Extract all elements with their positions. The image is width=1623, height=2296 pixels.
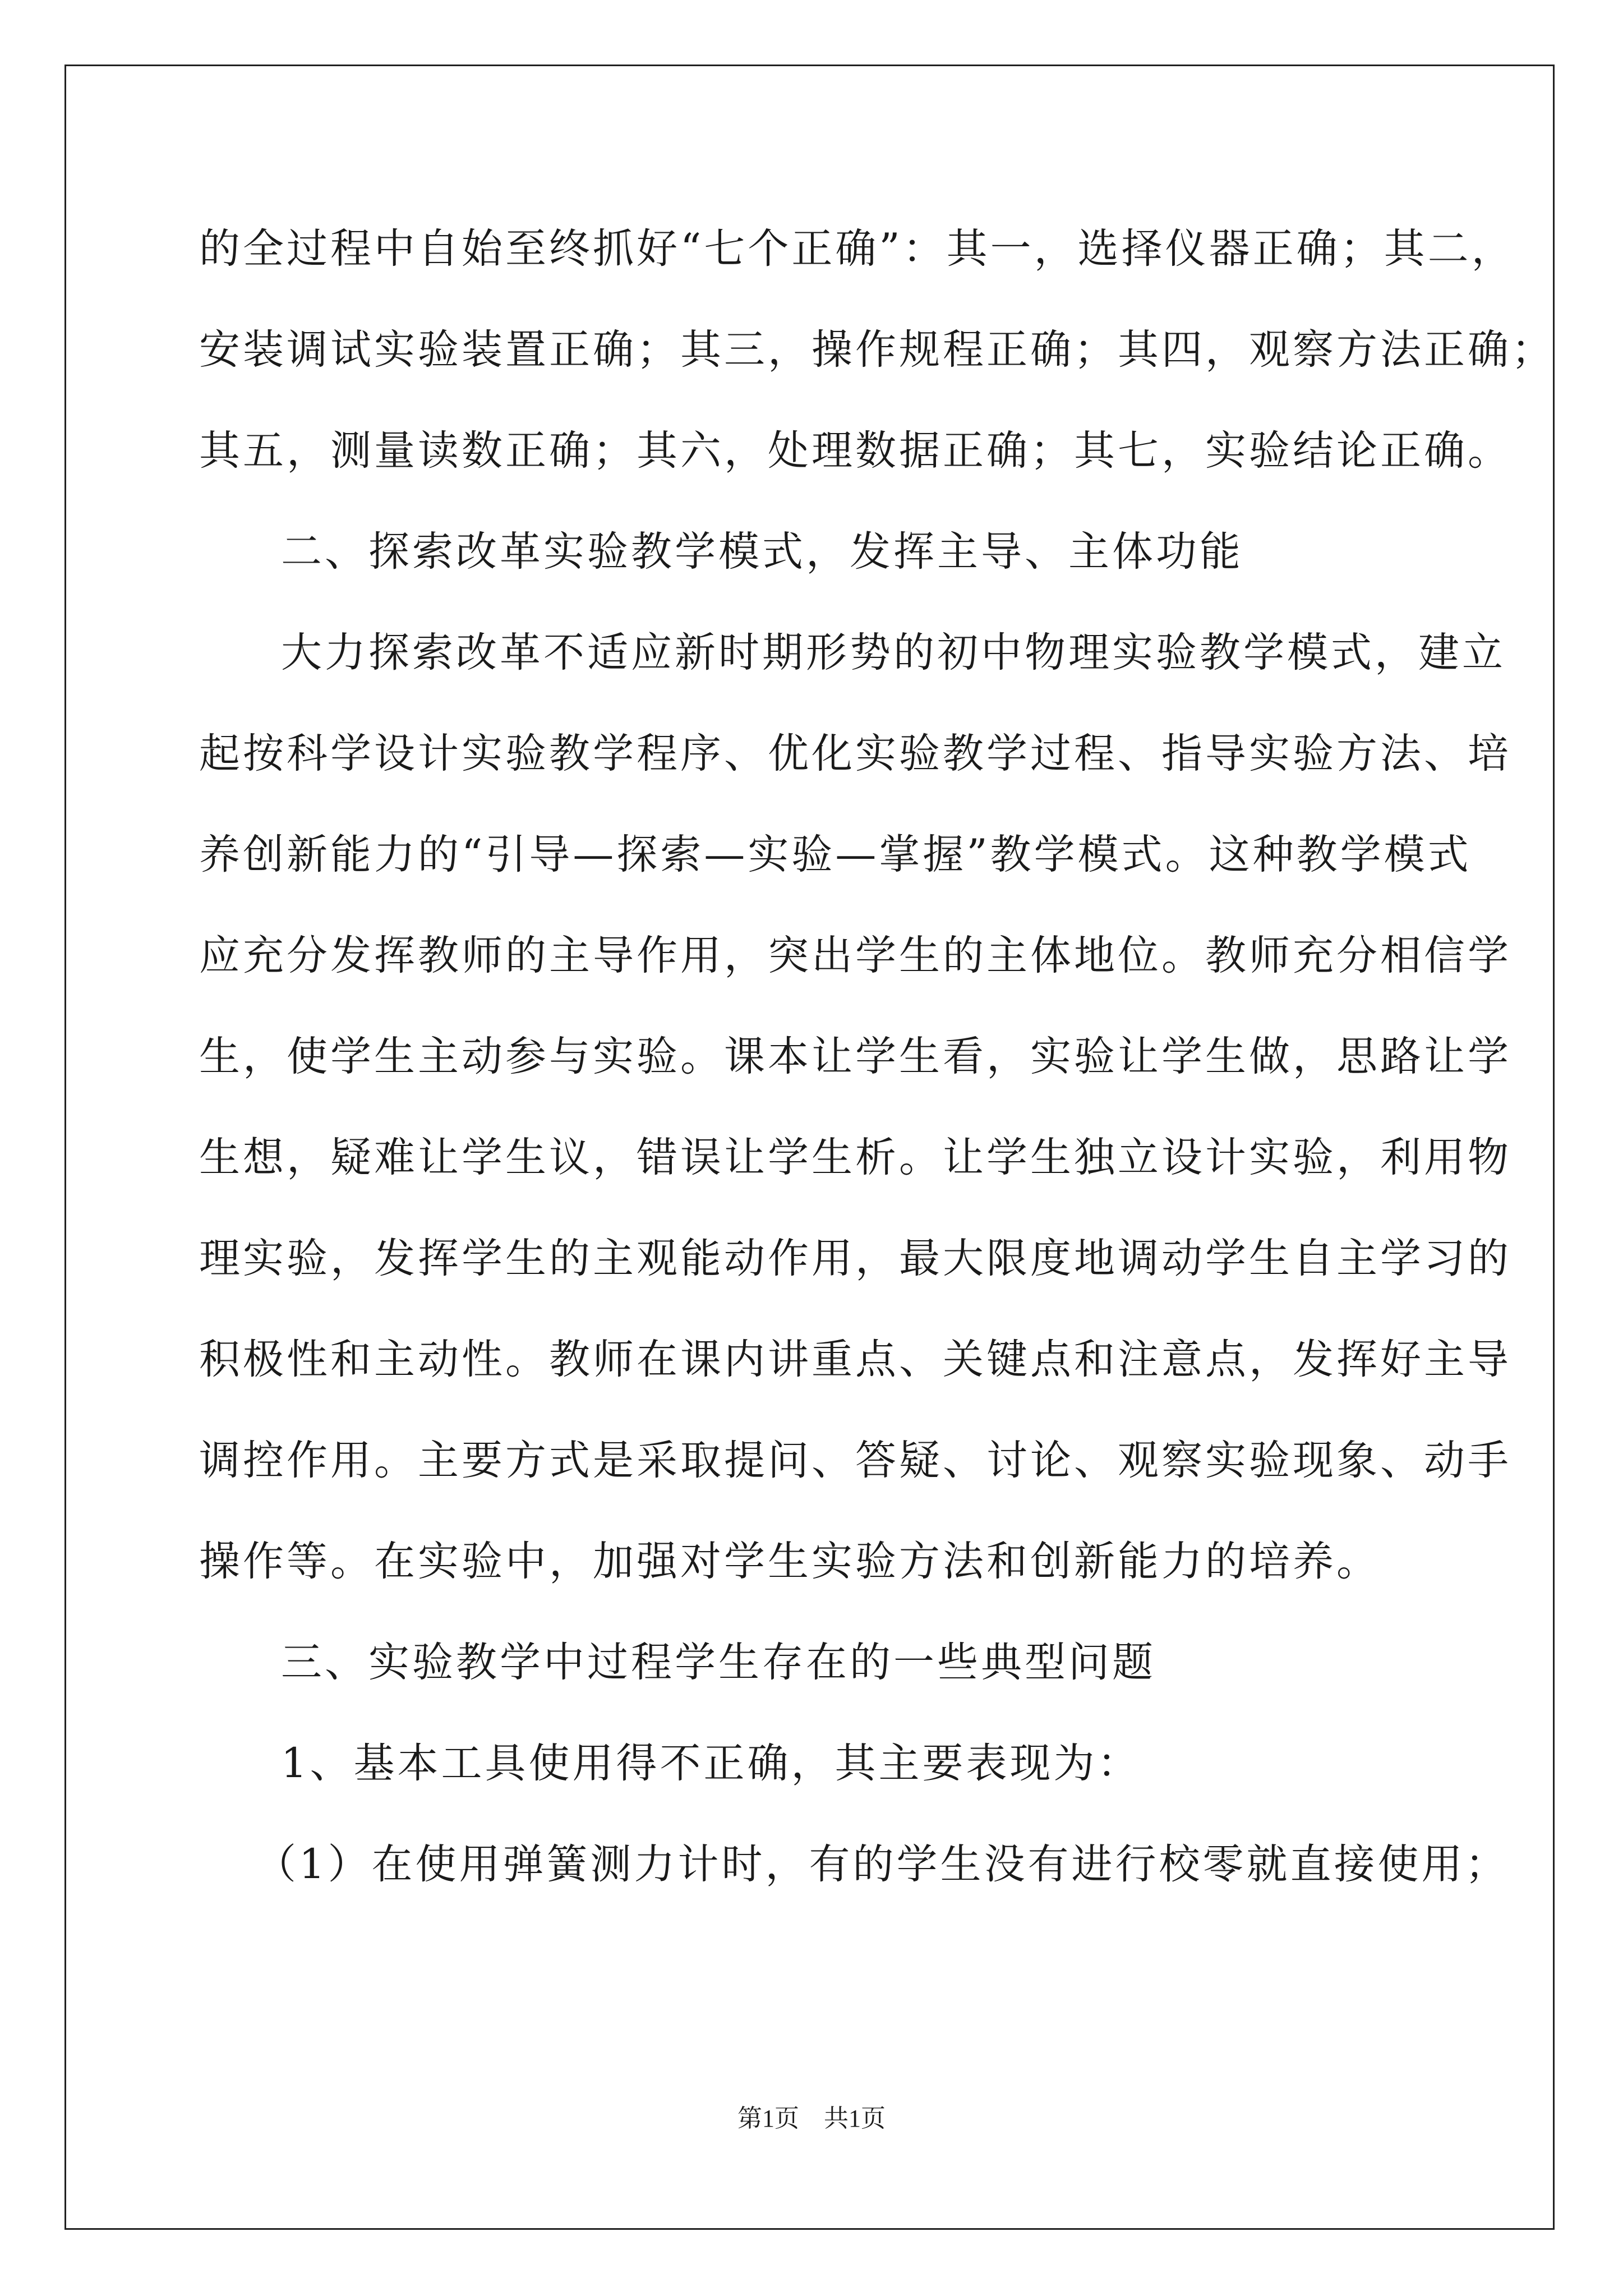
text-line: 起按科学设计实验教学程序、优化实验教学过程、指导实验方法、培 — [199, 730, 1511, 777]
text-line: 的全过程中自始至终抓好“七个正确”：其一，选择仪器正确；其二， — [199, 225, 1515, 273]
text-line: 调控作用。主要方式是采取提问、答疑、讨论、观察实验现象、动手 — [199, 1437, 1511, 1484]
text-line: 大力探索改革不适应新时期形势的初中物理实验教学模式，建立 — [281, 629, 1506, 677]
text-line: 应充分发挥教师的主导作用，突出学生的主体地位。教师充分相信学 — [199, 932, 1511, 979]
text-line: 生想，疑难让学生议，错误让学生析。让学生独立设计实验，利用物 — [199, 1134, 1511, 1181]
text-line: 积极性和主动性。教师在课内讲重点、关键点和注意点，发挥好主导 — [199, 1336, 1511, 1383]
section-heading: 三、实验教学中过程学生存在的一些典型问题 — [281, 1639, 1156, 1686]
text-line: 理实验，发挥学生的主观能动作用，最大限度地调动学生自主学习的 — [199, 1235, 1511, 1282]
text-line: 生，使学生主动参与实验。课本让学生看，实验让学生做，思路让学 — [199, 1033, 1511, 1080]
page-footer: 第1页 共1页 — [737, 2105, 886, 2132]
text-line: 其五，测量读数正确；其六，处理数据正确；其七，实验结论正确。 — [199, 427, 1511, 475]
text-line: 养创新能力的“引导—探索—实验—掌握”教学模式。这种教学模式 — [199, 831, 1472, 878]
text-line: （1）在使用弹簧测力计时，有的学生没有进行校零就直接使用； — [255, 1841, 1509, 1888]
text-line: 1、基本工具使用得不正确，其主要表现为： — [281, 1740, 1141, 1787]
text-line: 安装调试实验装置正确；其三，操作规程正确；其四，观察方法正确； — [199, 326, 1555, 374]
text-line: 操作等。在实验中，加强对学生实验方法和创新能力的培养。 — [199, 1538, 1380, 1585]
section-heading: 二、探索改革实验教学模式，发挥主导、主体功能 — [281, 528, 1243, 576]
